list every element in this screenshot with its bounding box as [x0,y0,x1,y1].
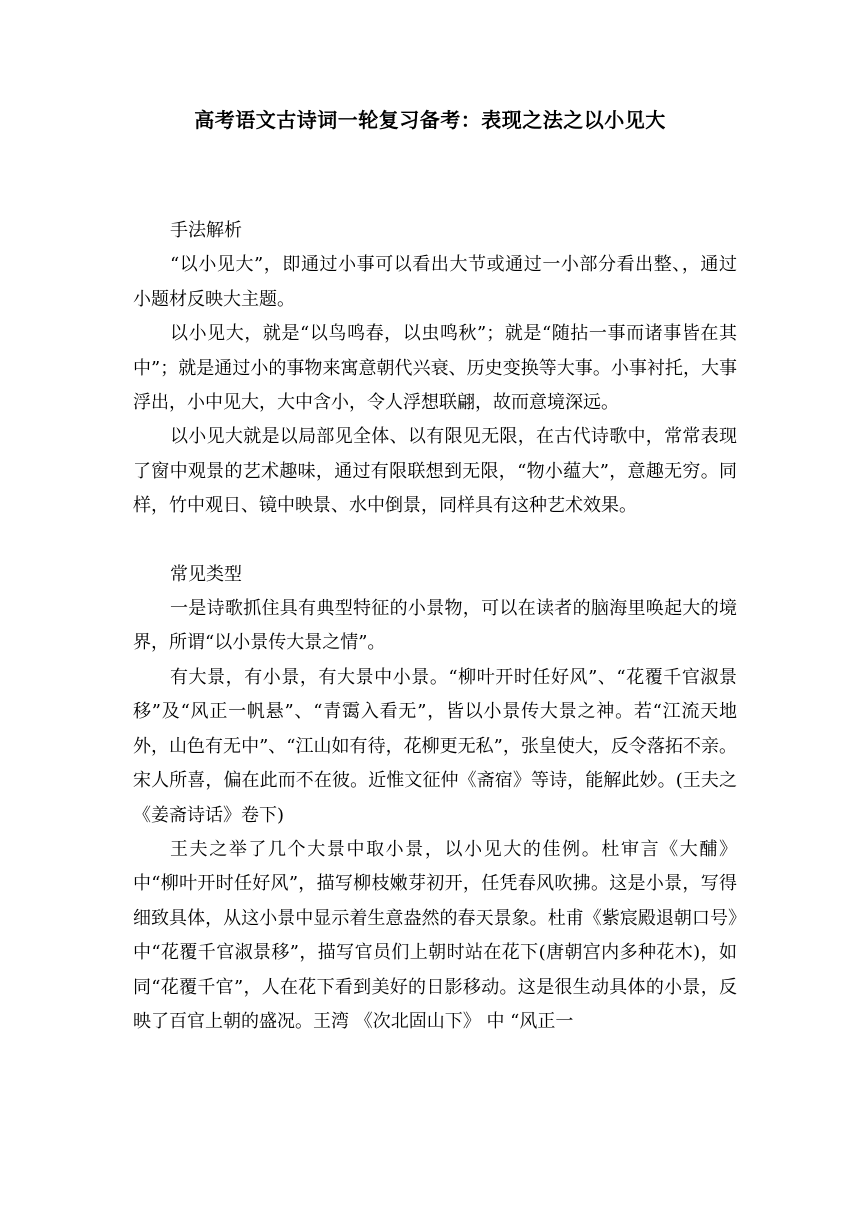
section-spacer [133,524,737,558]
paragraph: 以小见大，就是“以鸟鸣春，以虫鸣秋”；就是“随拈一事而诸事皆在其中”；就是通过小的事物来寓意朝代兴衰、历史变换等大事。小事衬托，大事浮出，小中见大，大中含小，令人浮想联翩，故而意境深远。 [133,323,737,414]
paragraph: 有大景，有小景，有大景中小景。“柳叶开时任好风”、“花覆千官淑景移”及“风正一帆悬”、“青霭入看无”，皆以小景传大景之神。若“江流天地外，山色有无中”、“江山如有待，花柳更无私”，张皇使大，反令落拓不亲。宋人所喜，偏在此而不在彼。近惟文征仲《斋宿》等诗，能解此妙。(王夫之《姜斋诗话》卷下) [133,666,737,826]
section-heading-types: 常见类型 [170,563,242,585]
document-body [133,214,737,1039]
paragraph: 一是诗歌抓住具有典型特征的小景物，可以在读者的脑海里唤起大的境界，所谓“以小景传大景之情”。 [133,598,737,654]
paragraph: 以小见大就是以局部见全体、以有限见无限，在古代诗歌中，常常表现了窗中观景的艺术趣味，通过有限联想到无限，“物小蕴大”，意趣无穷。同样，竹中观日、镜中映景、水中倒景，同样具有这种艺术效果。 [133,426,737,517]
document-title: 高考语文古诗词一轮复习备考：表现之法之以小见大 [194,108,666,132]
paragraph: “以小见大”，即通过小事可以看出大节或通过一小部分看出整、，通过小题材反映大主题。 [133,254,737,310]
section-heading-technique: 手法解析 [170,220,242,241]
paragraph: 王夫之举了几个大景中取小景，以小见大的佳例。杜审言《大酺》中“柳叶开时任好风”，描写柳枝嫩芽初开，任凭春风吹拂。这是小景，写得细致具体，从这小景中显示着生意盎然的春天景象。杜甫《紫宸殿退朝口号》中“花覆千官淑景移”，描写官员们上朝时站在花下(唐朝宫内多种花木)，如同“花覆千官”，人在花下看到美好的日影移动。这是很生动具体的小景，反映了百官上朝的盛况。王湾 《次北固山下》 中 “风正一 [133,838,737,1032]
